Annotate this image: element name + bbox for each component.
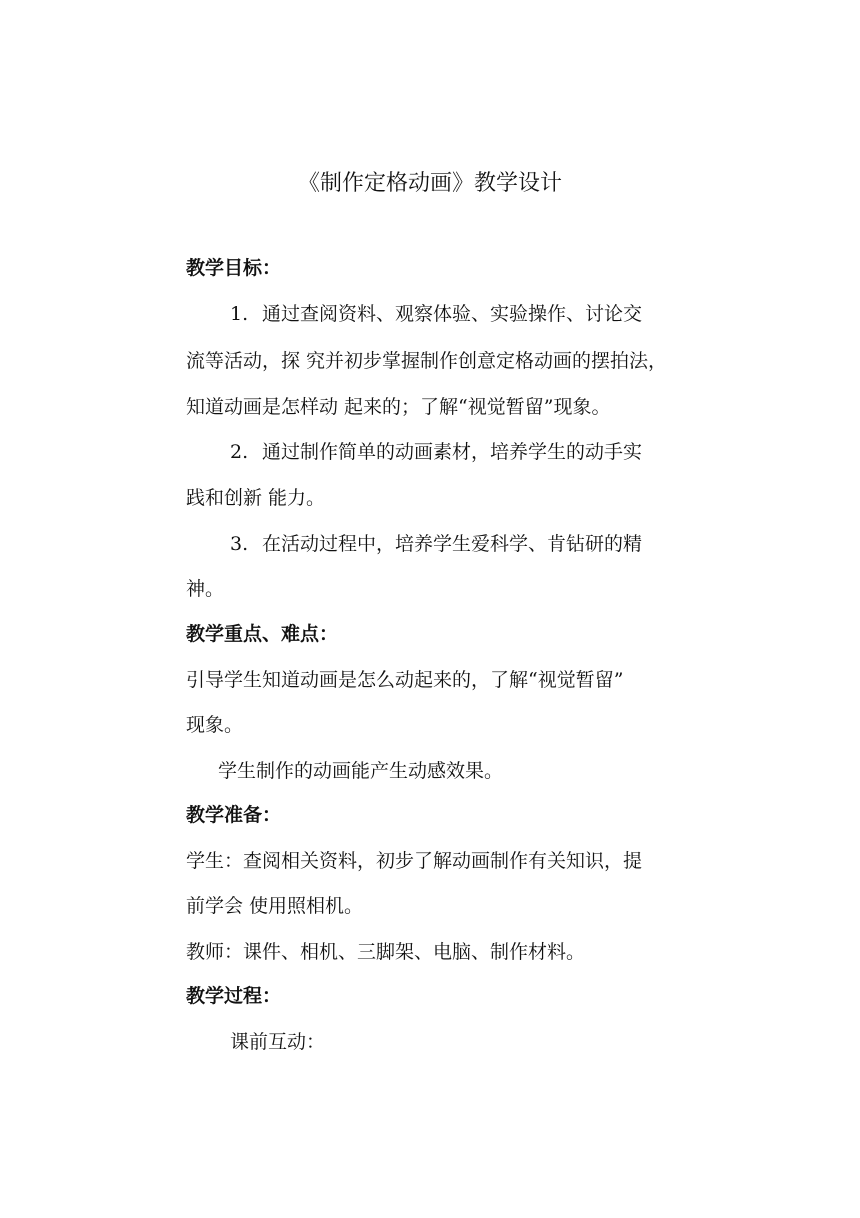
objective-2-number: 2.: [230, 441, 249, 463]
preparation-line-2: 前学会 使用照相机。: [186, 895, 364, 917]
objective-2-line-1: [230, 440, 642, 464]
objective-3-text-1: 在活动过程中，培养学生爱科学、肯钻研的精: [262, 533, 643, 555]
objective-3-number: 3.: [230, 533, 249, 555]
document-title: 《制作定格动画》教学设计: [297, 171, 562, 196]
objective-2-line-2: 践和创新 能力。: [186, 487, 326, 509]
objective-1-line-2: 流等活动，探 究并初步掌握制作创意定格动画的摆拍法，: [186, 350, 668, 372]
key-points-line-3: 学生制作的动画能产生动感效果。: [218, 760, 504, 782]
preparation-line-1: 学生：查阅相关资料，初步了解动画制作有关知识，提: [186, 850, 643, 872]
process-line-1: 课前互动：: [230, 1031, 326, 1053]
objective-3-line-1: [230, 532, 642, 556]
key-points-line-2: 现象。: [186, 714, 244, 736]
preparation-line-3: 教师：课件、相机、三脚架、电脑、制作材料。: [186, 941, 586, 963]
objective-1-line-3: 知道动画是怎样动 起来的；了解“视觉暂留”现象。: [186, 396, 611, 418]
objective-1-text-1: 通过查阅资料、观察体验、实验操作、讨论交: [262, 303, 643, 325]
objective-3-line-2: 神。: [186, 578, 225, 600]
objectives-heading: 教学目标：: [186, 257, 282, 279]
objective-1-number: 1.: [230, 303, 249, 325]
objective-1-line-1: [230, 302, 642, 326]
objective-2-text-1: 通过制作简单的动画素材，培养学生的动手实: [262, 441, 643, 463]
process-heading: 教学过程：: [186, 985, 282, 1007]
key-points-heading: 教学重点、难点：: [186, 623, 339, 645]
preparation-heading: 教学准备：: [186, 804, 282, 826]
key-points-line-1: 引导学生知道动画是怎么动起来的，了解“视觉暂留”: [186, 669, 624, 691]
